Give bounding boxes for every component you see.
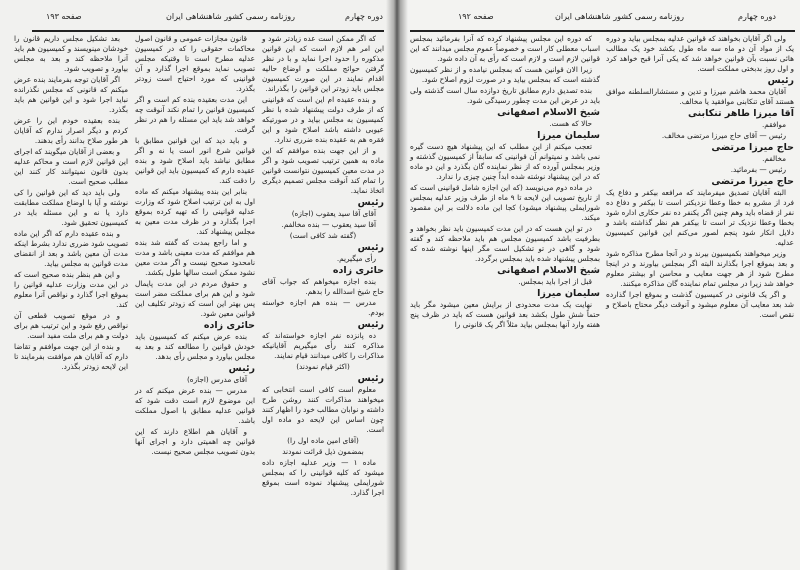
paragraph: در تو این هست که در این مدت کمیسیون باید نظر بخواهد و بطرفیت باشد کمیسیون مجلس هم باید ملاحظه کند و گفته شود و گاهی در تو تشکیل است مگر اینها نوشته شده که بمجلس پیشنهاد شده باید بمجلس برگردد. [410, 224, 600, 263]
speaker-heading: حائری زاده [332, 265, 384, 276]
centered-note: (گفته شد کافی است) [289, 231, 357, 240]
paragraph: بنابر این بنده پیشنهاد میکنم که ماده اول به این ترتیب اصلاح شود که وزارت عدلیه قوانینی را که تهیه کرده بموقع اجرا بگذارد و در ظرف مدت معین به مجلس پیشنهاد کند. [135, 187, 255, 236]
paragraph: این مدت بعقیده بنده کم است و اگر کمیسیون قوانین را تمام نکند آنوقت چه خواهد شد باید این مسئله را هم در نظر گرفت. [135, 95, 255, 134]
paragraph: و در موقع تصویب قطعی آن نواقص رفع شود و این ترتیب هم برای دولت و هم برای ملت مفید است. [14, 311, 128, 340]
paragraph: و حقوق مردم در این مدت پایمال شود و این هم برای مملکت مضر است پس بهتر این است که زودتر تکلیف این قوانین معین شود. [135, 279, 255, 318]
speaker-heading: سلیمان میرزا [537, 130, 600, 141]
paragraph: بنده بعقیده خودم این را عرض کردم و دیگر اصرار ندارم که آقایان هر طور صلاح بدانند رأی بدهند. [14, 116, 128, 145]
paragraph: ماده ۱ — وزیر عدلیه اجازه داده میشود که کلیه قوانینی را که بمجلس شورایملی پیشنهاد نموده است بموقع اجرا گذارد. [262, 458, 384, 497]
paragraph: البته آقایان تصدیق میفرمایند که مرافعه بیکفر و دفاع یک فرد از مشرو به خطا وعطا نزدیکتر است تا بیکفر و دفاع ده نفر از قضاه باید وهم چنین اگر یکنفر ده نفر حکاری اداره شود بخطا وعطا نزدیک تر است تا بیکفر هم نظر گذاشته باشد و دلایل انکار شود پنجم لصور می‌کنم این قوانین کمیسیون عدلیه. [606, 188, 794, 247]
paragraph: نهایت یک مدت محدودی از برایش معین میشود مگر باید حتماً شش طول بکشد بعد قوانین هست که باید در ظرف پنج هفته وارد آنها بمجلس بیاید مثلاً اگر یک قانونی را [410, 300, 600, 329]
header-rule [410, 30, 795, 32]
centered-note: (اکثر قیام نمودند) [296, 362, 350, 371]
centered-note: بمضمون ذیل قرائت نمودند [282, 447, 364, 456]
paragraph: و بنده از این جهت موافقم و تقاضا دارم که آقایان هم موافقت بفرمایند تا این لایحه زودتر بگذرد. [14, 342, 128, 371]
paragraph: و این هم بنظر بنده صحیح است که در این مدت وزارت عدلیه قوانین را بموقع اجرا گذارد و نواقص آنرا معلوم کند. [14, 270, 128, 309]
text-column [14, 34, 128, 373]
paragraph: معلوم است کافی است انتخابی که میخواهند مذاکرات کنند روشن طرح داشته و نوابان مطالب خود را اظهار کنند چون اساس این لایحه دو ماده اول است. [262, 385, 384, 434]
period-label: دوره چهارم [345, 12, 383, 21]
text-column [135, 34, 255, 458]
header-rule [32, 30, 384, 32]
paragraph: رأی میگیریم. [336, 254, 376, 263]
speaker-heading: شیخ الاسلام اصفهانی [497, 107, 600, 118]
paragraph: بنده تصدیق دارم مطابق تاریخ دوازده سال است گذشته ولی باید در عرض این مدت چطور رسیدگی شود. [410, 86, 600, 105]
period-label: دوره چهارم [738, 12, 776, 21]
paragraph: مدرس — بنده هم اجازه خواسته بودم. [262, 298, 384, 317]
page-number: صفحه ۱۹۳ [46, 12, 82, 21]
paragraph: مخالفم. [762, 154, 786, 163]
paragraph: حالا که هست. [549, 119, 592, 128]
page-number: صفحه ۱۹۲ [458, 12, 494, 21]
paragraph: تعجب میکنم از این مطلب که این پیشنهاد هیچ دست گیره نمی باشد و نمیتوانم آن قوانینی که سابقاً از کمیسیون گذشته و وزیر بمجلس آورده که از نظر نماینده گان بگذرد و این دو ماده که در این پیشنهاد نوشته شده ابداً چنین چیزی را ندارد. [410, 142, 600, 181]
gazette-title: روزنامه رسمی کشور شاهنشاهی ایران [555, 12, 684, 21]
paragraph: و اما راجع بمدت که گفته شد بنده هم موافقم که مدت معینی باشد و مدت نامحدود صحیح نیست و اگر مدت معین نشود ممکن است سالها طول بکشد. [135, 238, 255, 277]
speaker-heading: رئیس [357, 197, 384, 208]
speaker-heading: حاج میرزا مرتضی [711, 142, 794, 153]
paragraph: بنده عرض میکنم که کمیسیون باید خودش قوانین را مطالعه کند و بعد به مجلس بیاورد و مجلس رأی بدهد. [135, 332, 255, 361]
paragraph: و از این جهت بنده موافقم که این ماده به همین ترتیب تصویب شود و اگر در مدت معین کمیسیون نتوانست قوانین را تمام کند آنوقت مجلس تصمیم دیگری اتخاذ نماید. [262, 146, 384, 195]
speaker-heading: حاج میرزا مرتضی [711, 176, 794, 187]
paragraph: بنده اجازه میخواهم که جواب آقای حاج شیخ اسدالله را بدهم. [262, 277, 384, 296]
paragraph: آقای آقا سید یعقوب (اجازه) [291, 209, 376, 218]
text-column [262, 34, 384, 499]
paragraph: زیرا الان قوانین هست که بمجلس نیامده و از نظر کمیسیون گذشته است که بمجلس بیاید و در صورت لزوم اصلاح شود. [410, 65, 600, 84]
paragraph: و آقایان هم اطلاع دارند که این قوانین چه اهمیتی دارد و اجرای آنها بدون تصویب مجلس صحیح نیست. [135, 427, 255, 456]
paragraph: آقای مدرس (اجازه) [186, 375, 247, 384]
paragraph: ده پانزده نفر اجازه خواسته‌اند که مذاکره کنند رأی میگیریم آقایانیکه مذاکرات را کافی میدانند قیام نمایند. [262, 331, 384, 360]
paragraph: که اگر ممکن است عده زیادتر شود و این امر هم لازم است که این قوانین مذکوره را حدود اجرا نماید و با در نظر گرفتن حوائج مملکت و اوضاع حالیه اقدام نمایند در این صورت کمیسیون مجلس باید زودتر این قوانین را بگذراند. [262, 34, 384, 93]
text-column [410, 34, 600, 331]
speaker-heading: رئیس [357, 373, 384, 384]
paragraph: و بنده عقیده دارم که اگر این ماده تصویب شود ضرری ندارد بشرط اینکه مدت آن معین باشد و بعد از انقضای مدت قوانین به مجلس بیاید. [14, 229, 128, 268]
paragraph: و اگر یک قانونی در کمیسیون گذشت و بموقع اجرا گذارده شد بعد معایب آن معلوم میشود و آنوقت دیگر محتاج باصلاح و نقص است. [606, 290, 794, 319]
paragraph: قبل از اجرا باید بمجلس. [518, 277, 592, 286]
speaker-heading: رئیس [357, 242, 384, 253]
paragraph: بعد تشکیل مجلس داریم قانون را خودشان مینویسند و کمیسیون هم باید آنرا ملاحظه کند و بعد به مجلس بیاورد و تصویب شود. [14, 34, 128, 73]
speaker-heading: سلیمان میرزا [537, 288, 600, 299]
paragraph: آقا سید یعقوب — بنده مخالفم. [281, 220, 376, 229]
paragraph: آقایان محمد هاشم میرزا و تدین و مستشارالسلطنه موافق هستند آقای تنکابنی موافقید یا مخالف. [606, 87, 794, 106]
text-column [606, 34, 794, 321]
left-page [0, 0, 396, 570]
paragraph: در ماده دوم می‌نویسد (که این اجازه شامل قوانینی است که از تاریخ تصویب این لایحه تا ۹ ماه از طرف وزیر عدلیه بمجلس شورایملی پیشنهاد میشود) کجا این ماده دلالت بر این مقصود میکند. [410, 183, 601, 222]
speaker-heading: رئیس [228, 363, 255, 374]
paragraph: رئیس — بفرمائید. [730, 165, 786, 174]
paragraph: مدرس — بنده عرض میکنم که در این موضوع لازم است دقت شود که قوانین عدلیه مطابق با اصول مملکت باشد. [135, 386, 255, 425]
paragraph: رئیس — آقای حاج میرزا مرتضی مخالف. [661, 131, 786, 140]
book-spine [386, 0, 408, 570]
paragraph: قانون مجازات عمومی و قانون اصول محاکمات حقوقی را که در کمیسیون عدلیه مطرح است تا وقتیکه مجلس تصویب نماید بموقع اجرا گذارد و آن قوانینی که مورد احتیاج است زودتر بگذرد. [135, 34, 255, 93]
paragraph: و باید دید که این قوانین مطابق با قوانین شرع انور است یا نه و اگر مطابق نباشد باید اصلاح شود و بنده عقیده دارم که کمیسیون باید این قوانین را دقت کند. [135, 136, 255, 185]
paragraph: اگر آقایان توجه بفرمایند بنده عرض میکنم که قانونی که مجلس نگذرانده نباید اجرا شود و این قوانین هم باید بگذرد. [14, 75, 128, 114]
speaker-heading: حائری زاده [203, 320, 255, 331]
paragraph: ولی اگر آقایان بخواهند که قوانین عدلیه بمجلس بیاید و دوره یک از مواد آن دو ماه سه ماه طول بکشد خود یک مطالب هائی نسبت بآن قوانین خواهد شد که یکی آنرا قبح خواهد کرد و اول روز بدبختی مملکت است. [606, 34, 794, 73]
paragraph: و بعضی از آقایان میگویند که اجرای این قوانین لازم است و محاکم عدلیه بدون قانون نمیتوانند کار کنند این مطلب صحیح است. [14, 147, 128, 186]
paragraph: و بنده عقیده ام این است که قوانینی که از طرف دولت پیشنهاد شده با نظر کمیسیون به مجلس بیاید و در صورتیکه عیوبی داشته باشد اصلاح شود و این فقره هم به عقیده بنده ضرری ندارد. [262, 95, 384, 144]
speaker-heading: رئیس [767, 75, 794, 86]
speaker-heading: شیخ الاسلام اصفهانی [497, 265, 600, 276]
paragraph: ولی باید دید که این قوانین را کی نوشته و آیا با اوضاع مملکت مطابقت دارد یا نه و این مسئله باید در کمیسیون تحقیق شود. [14, 188, 128, 227]
speaker-heading: رئیس [357, 319, 384, 330]
gazette-title: روزنامه رسمی کشور شاهنشاهی ایران [166, 12, 295, 21]
paragraph: موافقم. [761, 120, 786, 129]
paragraph: که دوره این مجلس پیشنهاد کرده که آنرا بفرمائید بمجلس اسباب معطلی کار است و خصوصاً عموم مجلس میدانند که این قوانین لازم است و لازم است که رأی به آن داده شود. [410, 34, 600, 63]
right-page [400, 0, 800, 570]
paragraph: وزیر میخواهند بکمیسیون بیرند و در آنجا مطرح مذاکره شود و بعد بموقع اجرا بگذارند البته اگر بمجلس بیاورند و در اینجا مطرح شود از هر جهت معایب و محاسن او بیشتر معلوم خواهد شد زیرا در مجلس تمام نماینده گان مذاکره میکنند. [606, 249, 794, 288]
centered-note: (آقای امین ماده اول را) [287, 436, 359, 445]
speaker-heading: آقا میرزا طاهر تنکابنی [688, 108, 794, 119]
